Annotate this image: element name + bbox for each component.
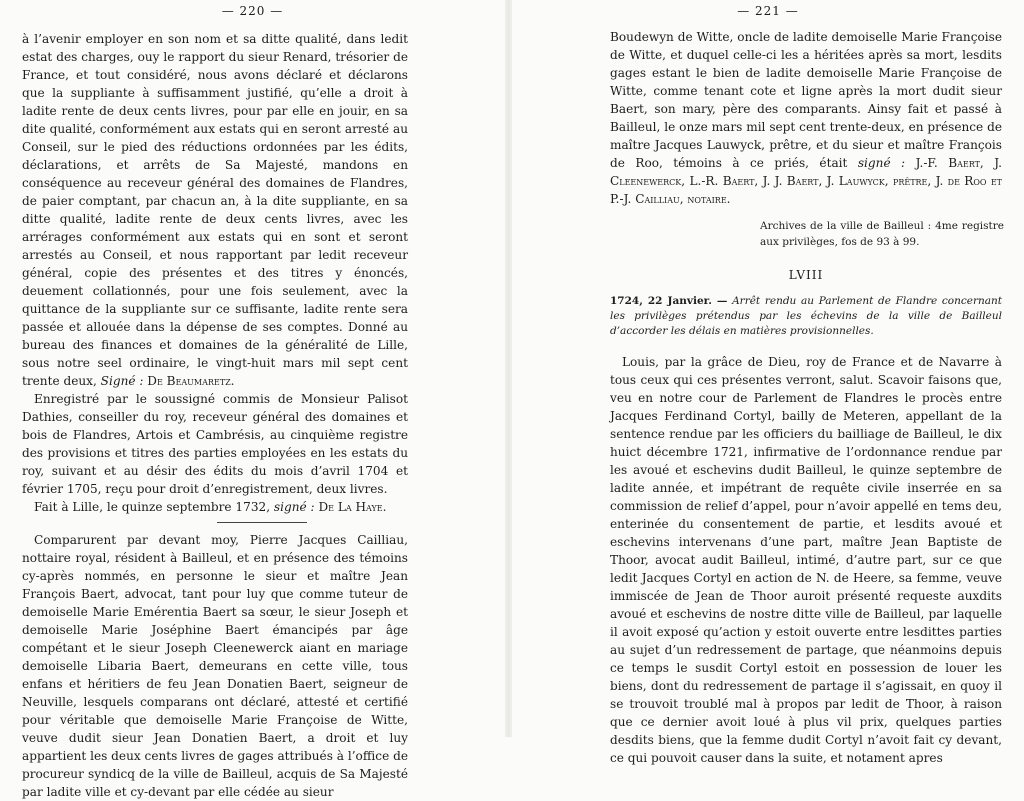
left-paragraph-3-signer: De La Haye. bbox=[318, 500, 387, 514]
right-body-paragraph: Louis, par la grâce de Dieu, roy de France et de Navarre à tous ceux qui ces présentes verront, salut. Scavoir faisons que, veu en notre cour de Parlement de Flandres le procès entre Jacques Ferdinand Cortyl, bailly de Meteren, appellant de la sentence rendue par les officiers du bailliage de Bailleul, le dix huict décembre 1721, infirmative de l’ordonnance rendue par les avoué et eschevins dudit Bailleul, le quinze septembre de ladite année, et impétrant de requête civile inserrée en sa commission de relief d’appel, pour n’avoir appellé en tems deu, enterinée du consentement de partie, et lesdits avoué et eschevins intervenans d’une part, maître Jean Baptiste de Thoor, avocat audit Bailleul, intimé, d’autre part, sur ce que ledit Jacques Cortyl en action de N. de Heere, sa femme, veuve immiscée de Jean de Thoor auroit présenté requeste auxdits avoué et eschevins de nostre ditte ville de Bailleul, par laquelle il avoit exposé qu’action y estoit ouverte entre lesdittes parties au sujet d’un redressement de partage, que néanmoins depuis ce temps le susdit Cortyl estoit en possession de louer les biens, dont du redressement de partage il s’agissait, en quoy il se trouvoit troublé mal à propos par ledit de Thoor, à raison que ce dernier avoit loué à plus vil prix, quelques parties desdits biens, que la femme dudit Cortyl n’avoit fait cy devant, ce qui pouvoit causer dans la suite, et notament apres bbox=[610, 355, 1002, 765]
left-page bbox=[0, 0, 505, 799]
book-gutter bbox=[505, 0, 512, 737]
left-paragraph-1 bbox=[22, 30, 408, 390]
separator-rule bbox=[217, 522, 307, 523]
left-paragraph-3-prefix: Fait à Lille, le quinze septembre 1732, bbox=[34, 500, 271, 514]
left-paragraph-4: Comparurent par devant moy, Pierre Jacques Cailliau, nottaire royal, résident à Bailleul, et en présence des témoins cy-après nommés, en personne le sieur et maître Jean François Baert, advocat, tant pour luy que comme tuteur de demoiselle Marie Emérentia Baert sa sœur, le sieur Joseph et demoiselle Marie Joséphine Baert émancipés par âge compétant et le sieur Joseph Cleenewerck aiant en mariage demoiselle Libaria Baert, demeurans en cette ville, tous enfans et héritiers de feu Jean Donatien Baert, seigneur de Neuville, lesquels comparans ont déclaré, attesté et certifié pour véritable que demoiselle Marie Françoise de Witte, veuve dudit sieur Jean Donatien Baert, a droit et luy appartient les deux cents livres de gages attribués à l’office de procureur syndicq de la ville de Bailleul, acquis de Sa Majesté par ladite ville et cy-devant par elle cédée au sieur bbox=[22, 533, 408, 799]
left-paragraph-2: Enregistré par le soussigné commis de Monsieur Palisot Dathies, conseiller du roy, receveur général des domaines et bois de Flandres, Artois et Cambrésis, au cinquième registre des provisions et titres des parties employées en les estats du roy, suivant et au désir des édits du mois d’avril 1704 et février 1705, reçu pour droit d’enregistrement, deux livres. bbox=[22, 392, 408, 496]
heading-date: 1724, 22 Janvier. — bbox=[610, 295, 728, 307]
page-number-right: — 221 — bbox=[737, 4, 799, 18]
section-number: LVIII bbox=[788, 268, 824, 282]
left-paragraph-3 bbox=[22, 498, 408, 516]
right-paragraph-1-signed-label: signé : bbox=[857, 156, 906, 170]
right-paragraph-1 bbox=[610, 28, 1002, 208]
right-paragraph-1-text: Boudewyn de Witte, oncle de ladite demoiselle Marie Françoise de Witte, et duquel celle-ci les a héritées après sa mort, lesdits gages estant le bien de ladite demoiselle Marie Françoise de Witte, comme tenant cote et ligne après la mort dudit sieur Baert, son mary, père des comparants. Ainsy fait et passé à Bailleul, le onze mars mil sept cent trente-deux, en présence de maître Jacques Lauwyck, prêtre, et du sieur et maître François de Roo, témoins à ce priés, était bbox=[610, 30, 1002, 170]
heading-text: Arrêt rendu au Parlement de Flandre concernant les privilèges prétendus par les échevins de la ville de Bailleul d’accorder les délais en matières provisionnelles. bbox=[610, 295, 1002, 337]
archive-note: Archives de la ville de Bailleul : 4me registre aux privilèges, fos de 93 à 99. bbox=[760, 220, 1004, 248]
page-number-left: — 220 — bbox=[221, 4, 284, 18]
left-paragraph-1-signed-label: Signé : bbox=[100, 374, 144, 388]
right-page-body bbox=[610, 353, 1002, 767]
left-page-text bbox=[22, 30, 408, 801]
right-page-text-top bbox=[610, 28, 1002, 208]
left-paragraph-1-text: à l’avenir employer en son nom et sa ditte qualité, dans ledit estat des charges, ouy le rapport du sieur Renard, trésorier de France, et tout considéré, nous avons déclaré et déclarons que la suppliante à suffisamment justifié, qu’elle a droit à ladite rente de deux cents livres, pour par elle en jouir, en sa dite qualité, conformément aux estats qui en seront arresté au Conseil, sur le pied des réductions ordonnées par les édits, déclarations, et arrêts de Sa Majesté, mandons en conséquence au receveur général des domaines de Flandres, de paier comptant, par chacun an, à la dite suppliante, en sa ditte qualité, ladite rente de deux cents livres, avec les arrérages conformément aux estats qui en sont et seront arrestés au Conseil, et nous rapportant par ledit receveur général, copie des présentes et des titres y énoncés, deuement collationnés, pour une fois seulement, avec la quittance de la suppliante sur ce suffisante, ladite rente sera passée et allouée dans la dépense de ses comptes. Donné au bureau des finances et domaines de la généralité de Lille, sous notre seel ordinaire, le vingt-huit mars mil sept cent trente deux, bbox=[22, 32, 408, 388]
right-paragraph-1-signers: J.-F. Baert, J. Cleenewerck, L.-R. Baert, J. J. Baert, J. Lauwyck, prêtre, J. de Roo et P.-J. Cailliau, notaire. bbox=[610, 156, 1002, 206]
left-paragraph-3-signed-label: signé : bbox=[273, 500, 315, 514]
document-heading bbox=[610, 294, 1002, 339]
left-paragraph-1-signer: De Beaumaretz. bbox=[147, 374, 235, 388]
right-page bbox=[512, 0, 1024, 765]
